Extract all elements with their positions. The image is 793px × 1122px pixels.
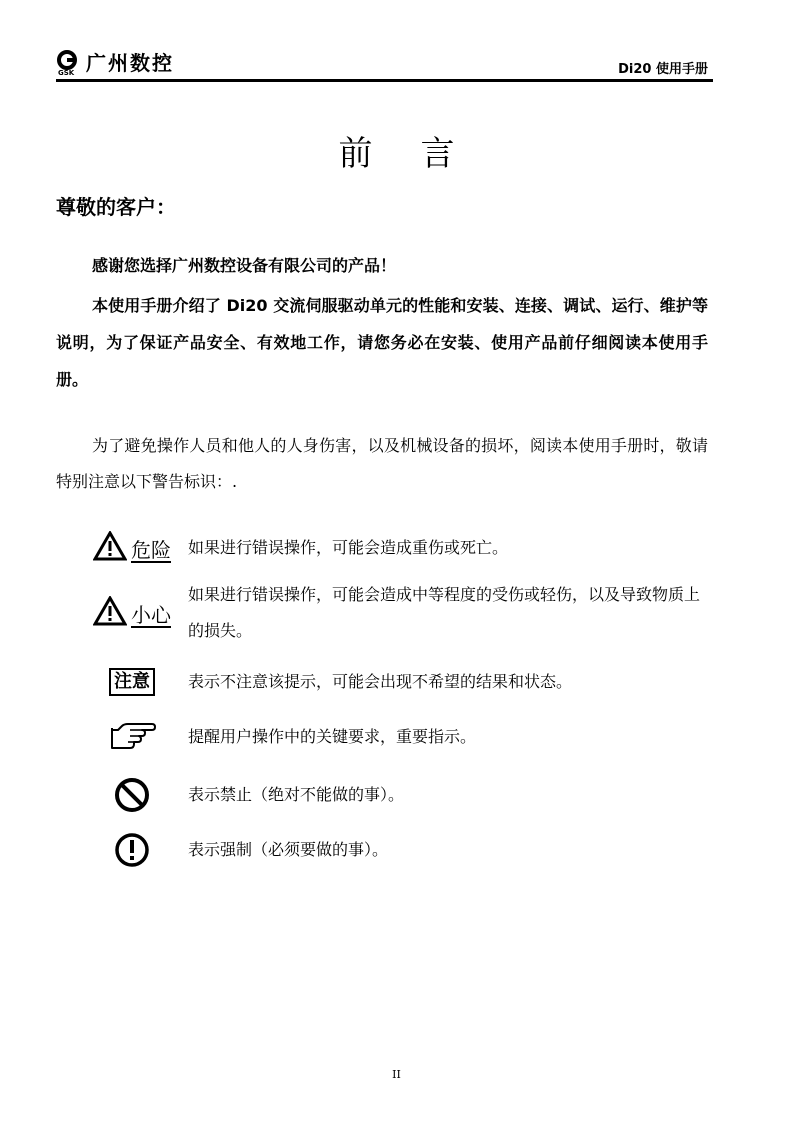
danger-label: 危险 — [131, 537, 171, 562]
company-logo — [56, 50, 174, 76]
header-divider — [56, 79, 713, 82]
caution-label: 小心 — [131, 602, 171, 627]
svg-text:GSK: GSK — [58, 69, 75, 76]
page-number: II — [392, 1068, 401, 1081]
thanks-paragraph: 感谢您选择广州数控设备有限公司的产品！ — [92, 256, 397, 275]
intro-paragraph: 本使用手册介绍了 Di20 交流伺服驱动单元的性能和安装、连接、调试、运行、维护等说明，为了保证产品安全、有效地工作，请您务必在安装、使用产品前仔细阅读本使用手册。 — [56, 296, 708, 389]
symbol-row-key — [76, 719, 716, 755]
note-text: 表示不注意该提示，可能会出现不希望的结果和状态。 — [188, 672, 573, 691]
manual-title: Di20 使用手册 — [618, 62, 708, 77]
danger-text: 如果进行错误操作，可能会造成重伤或死亡。 — [188, 538, 509, 557]
warning-intro-paragraph: 为了避免操作人员和他人的人身伤害，以及机械设备的损坏，阅读本使用手册时，敬请特别注意以下警告标识：. — [56, 436, 708, 491]
note-box-icon: 注意 — [109, 668, 155, 696]
symbol-row-caution — [76, 577, 716, 649]
pointing-hand-icon — [108, 720, 156, 754]
gsk-logo-icon — [56, 50, 82, 76]
symbol-row-prohibit — [76, 777, 716, 817]
caution-text: 如果进行错误操作，可能会造成中等程度的受伤或轻伤，以及导致物质上的损失。 — [188, 585, 701, 640]
prohibit-text: 表示禁止（绝对不能做的事）。 — [188, 785, 405, 804]
symbol-row-danger — [76, 530, 716, 566]
symbol-row-note — [76, 664, 716, 700]
mandatory-icon — [114, 832, 150, 872]
mandatory-text: 表示强制（必须要做的事）。 — [188, 840, 389, 859]
warning-triangle-icon — [93, 596, 127, 630]
symbol-row-mandatory — [76, 832, 716, 872]
logo-text: 广州数控 — [86, 51, 174, 75]
page-title: 前言 — [338, 134, 503, 174]
key-text: 提醒用户操作中的关键要求，重要指示。 — [188, 727, 477, 746]
prohibition-icon — [114, 777, 150, 817]
warning-triangle-icon — [93, 531, 127, 565]
greeting: 尊敬的客户： — [56, 195, 176, 219]
